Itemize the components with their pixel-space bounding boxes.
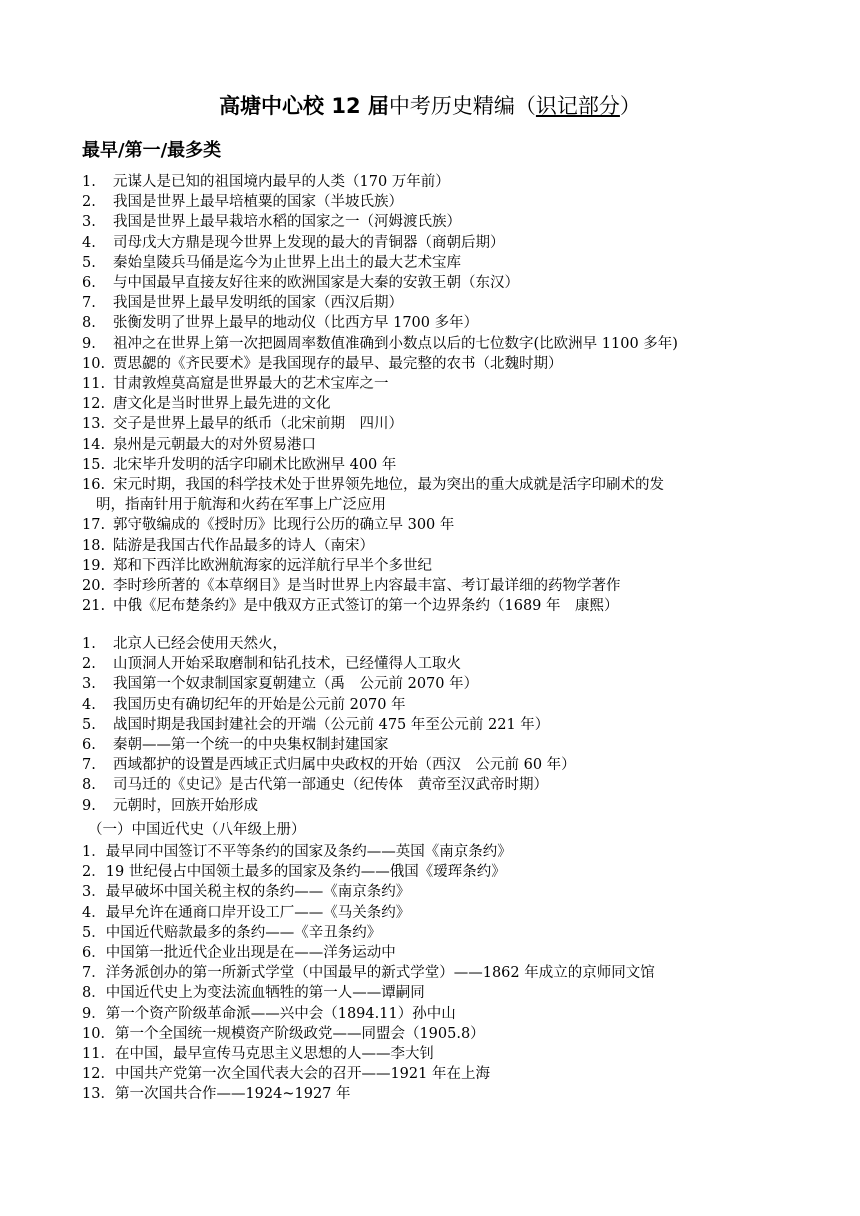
- item-number: 7.: [82, 295, 96, 312]
- section-heading: 最早/第一/最多类: [82, 140, 222, 161]
- item-text: 陆游是我国古代作品最多的诗人（南宋）: [113, 537, 374, 554]
- list-item: [82, 354, 802, 374]
- list-item: [82, 735, 802, 755]
- item-number: 2．: [82, 864, 106, 881]
- item-number: 12.: [82, 396, 106, 413]
- item-number: 6．: [82, 945, 106, 962]
- item-text: 在中国，最早宣传马克思主义思想的人——李大钊: [114, 1046, 434, 1063]
- item-number: 6.: [82, 737, 96, 754]
- item-text: 司马迁的《史记》是古代第一部通史（纪传体 黄帝至汉武帝时期）: [113, 777, 548, 794]
- item-number: 6.: [82, 275, 96, 292]
- list-item: [82, 674, 802, 694]
- item-number: 4.: [82, 696, 96, 713]
- item-text: 中国共产党第一次全国代表大会的召开——1921 年在上海: [114, 1066, 490, 1083]
- item-number: 8.: [82, 315, 96, 332]
- item-number: 3.: [82, 676, 96, 693]
- item-number: 11.: [82, 376, 106, 393]
- list-item: [82, 435, 802, 455]
- list-item: [82, 882, 802, 902]
- list-item: [82, 755, 802, 775]
- item-text: 甘肃敦煌莫高窟是世界最大的艺术宝库之一: [113, 376, 389, 393]
- item-number: 4．: [82, 904, 106, 921]
- list-item: [82, 233, 802, 253]
- item-number: 19.: [82, 557, 106, 574]
- list-item: [82, 1004, 802, 1024]
- item-number: 2.: [82, 194, 96, 211]
- item-text: 第一次国共合作——1924~1927 年: [114, 1086, 351, 1103]
- list-item: [82, 983, 802, 1003]
- item-text: 中国第一批近代企业出现是在——洋务运动中: [105, 945, 396, 962]
- item-text: 宋元时期，我国的科学技术处于世界领先地位，最为突出的重大成就是活字印刷术的发: [113, 477, 664, 494]
- item-text: 最早允许在通商口岸开设工厂——《马关条约》: [105, 904, 411, 921]
- item-text: 北京人已经会使用天然火，: [113, 636, 287, 652]
- list-item: [82, 903, 802, 923]
- item-text: 我国是世界上最早发明纸的国家（西汉后期）: [113, 295, 403, 312]
- list-item: [82, 695, 802, 715]
- item-text: 司母戊大方鼎是现今世界上发现的最大的青铜器（商朝后期）: [113, 234, 505, 251]
- item-number: 10.: [82, 355, 106, 372]
- list-item: [82, 715, 802, 735]
- item-number: 1．: [82, 844, 106, 860]
- list-item: [82, 796, 802, 816]
- item-text: 中国近代赔款最多的条约——《辛丑条约》: [105, 924, 382, 941]
- list-item: [82, 273, 802, 293]
- item-number: 13．: [82, 1086, 115, 1103]
- list-item: [82, 596, 802, 616]
- item-number: 5.: [82, 254, 96, 271]
- item-text: 第一个全国统一规模资产阶级政党——同盟会（1905.8）: [114, 1025, 485, 1042]
- title-main: 中考历史精编（: [388, 94, 536, 118]
- item-text: 最早破坏中国关税主权的条约——《南京条约》: [105, 884, 411, 901]
- item-text: 战国时期是我国封建社会的开端（公元前 475 年至公元前 221 年）: [113, 716, 550, 733]
- list-item: [82, 394, 802, 414]
- item-text: 最早同中国签订不平等条约的国家及条约——英国《南京条约》: [105, 844, 512, 860]
- item-number: 15.: [82, 456, 106, 473]
- item-text: 洋务派创办的第一所新式学堂（中国最早的新式学堂）——1862 年成立的京师同文馆: [105, 965, 655, 982]
- item-text: 元朝时，回族开始形成: [113, 797, 258, 814]
- sub-heading-modern-history: （一）中国近代史（八年级上册）: [88, 822, 306, 838]
- item-number: 21.: [82, 598, 106, 615]
- item-text: 与中国最早直接友好往来的欧洲国家是大秦的安敦王朝（东汉）: [113, 275, 519, 292]
- item-number: 11．: [82, 1046, 115, 1063]
- item-number: 7.: [82, 757, 96, 774]
- item-text: 我国是世界上最早栽培水稻的国家之一（河姆渡氏族）: [113, 214, 461, 231]
- list-item: [82, 963, 802, 983]
- item-text: 第一个资产阶级革命派——兴中会（1894.11）孙中山: [105, 1005, 456, 1022]
- title-school: 高塘中心校 12 届: [219, 94, 389, 118]
- item-number: 9．: [82, 1005, 106, 1022]
- item-number: 8.: [82, 777, 96, 794]
- list-firsts: [82, 634, 802, 816]
- list-item: [82, 172, 802, 192]
- item-text: 我国历史有确切纪年的开始是公元前 2070 年: [113, 696, 406, 713]
- item-text: 中俄《尼布楚条约》是中俄双方正式签订的第一个边界条约（1689 年 康熙）: [113, 598, 619, 615]
- list-earliest: [82, 172, 802, 616]
- item-number: 5．: [82, 924, 106, 941]
- item-text: 张衡发明了世界上最早的地动仪（比西方早 1700 多年）: [113, 315, 479, 332]
- list-item: [82, 634, 802, 654]
- item-number: 8．: [82, 985, 106, 1002]
- document-title: [0, 92, 860, 120]
- list-item: [82, 1084, 802, 1104]
- item-number: 1.: [82, 174, 96, 190]
- item-text: 祖冲之在世界上第一次把圆周率数值准确到小数点以后的七位数字(比欧洲早 1100 多年): [113, 335, 678, 352]
- list-item: [82, 576, 802, 596]
- list-item: [82, 923, 802, 943]
- list-item: [82, 842, 802, 862]
- item-text: 郭守敬编成的《授时历》比现行公历的确立早 300 年: [113, 517, 455, 534]
- item-number: 20.: [82, 578, 106, 595]
- item-number: 18.: [82, 537, 106, 554]
- item-text: 贾思勰的《齐民要术》是我国现存的最早、最完整的农书（北魏时期）: [113, 355, 563, 372]
- item-text: 郑和下西洋比欧洲航海家的远洋航行早半个多世纪: [113, 557, 432, 574]
- item-text: 中国近代史上为变法流血牺牲的第一人——谭嗣同: [105, 985, 425, 1002]
- item-number: 13.: [82, 416, 106, 433]
- list-item: [82, 374, 802, 394]
- list-item: [82, 192, 802, 212]
- item-number: 16.: [82, 477, 106, 494]
- list-item: [82, 536, 802, 556]
- item-text: 北宋毕升发明的活字印刷术比欧洲早 400 年: [113, 456, 397, 473]
- item-text: 元谋人是已知的祖国境内最早的人类（170 万年前）: [113, 174, 450, 190]
- item-number: 9.: [82, 335, 96, 352]
- item-text: 山顶洞人开始采取磨制和钻孔技术，已经懂得人工取火: [113, 656, 461, 673]
- list-item: [82, 862, 802, 882]
- item-number: 9.: [82, 797, 96, 814]
- item-number: 2.: [82, 656, 96, 673]
- list-item: [82, 775, 802, 795]
- item-text: 我国第一个奴隶制国家夏朝建立（禹 公元前 2070 年）: [113, 676, 479, 693]
- item-text: 我国是世界上最早培植粟的国家（半坡氏族）: [113, 194, 403, 211]
- list-item: [82, 334, 802, 354]
- list-item: [82, 1064, 802, 1084]
- list-item: [82, 1024, 802, 1044]
- item-number: 5.: [82, 716, 96, 733]
- list-item: [82, 495, 802, 515]
- item-text: 秦朝——第一个统一的中央集权制封建国家: [113, 737, 389, 754]
- item-number: 3.: [82, 214, 96, 231]
- list-item: [82, 253, 802, 273]
- list-modern-history: [82, 842, 802, 1105]
- list-item: [82, 455, 802, 475]
- title-underlined: 识记部分: [535, 94, 620, 118]
- list-item: [82, 212, 802, 232]
- item-number: 4.: [82, 234, 96, 251]
- item-number: 14.: [82, 436, 106, 453]
- item-text: 泉州是元朝最大的对外贸易港口: [113, 436, 316, 453]
- item-number: 3．: [82, 884, 106, 901]
- item-number: 7．: [82, 965, 106, 982]
- list-item: [82, 515, 802, 535]
- item-number: 12．: [82, 1066, 115, 1083]
- list-item: [82, 475, 802, 495]
- item-number: 1.: [82, 636, 96, 652]
- item-text: 李时珍所著的《本草纲目》是当时世界上内容最丰富、考订最详细的药物学著作: [113, 578, 621, 595]
- list-item: [82, 1044, 802, 1064]
- list-item: [82, 293, 802, 313]
- title-end: ）: [619, 94, 641, 118]
- item-number: 10．: [82, 1025, 115, 1042]
- item-text: 明，指南针用于航海和火药在军事上广泛应用: [96, 497, 386, 514]
- list-item: [82, 654, 802, 674]
- item-text: 西域都护的设置是西域正式归属中央政权的开始（西汉 公元前 60 年）: [113, 757, 576, 774]
- list-item: [82, 556, 802, 576]
- list-item: [82, 313, 802, 333]
- item-text: 唐文化是当时世界上最先进的文化: [113, 396, 331, 413]
- item-text: 交子是世界上最早的纸币（北宋前期 四川）: [113, 416, 403, 433]
- list-item: [82, 414, 802, 434]
- item-text: 秦始皇陵兵马俑是迄今为止世界上出土的最大艺术宝库: [113, 254, 461, 271]
- list-item: [82, 943, 802, 963]
- item-text: 19 世纪侵占中国领土最多的国家及条约——俄国《瑷珲条约》: [105, 864, 506, 881]
- item-number: 17.: [82, 517, 106, 534]
